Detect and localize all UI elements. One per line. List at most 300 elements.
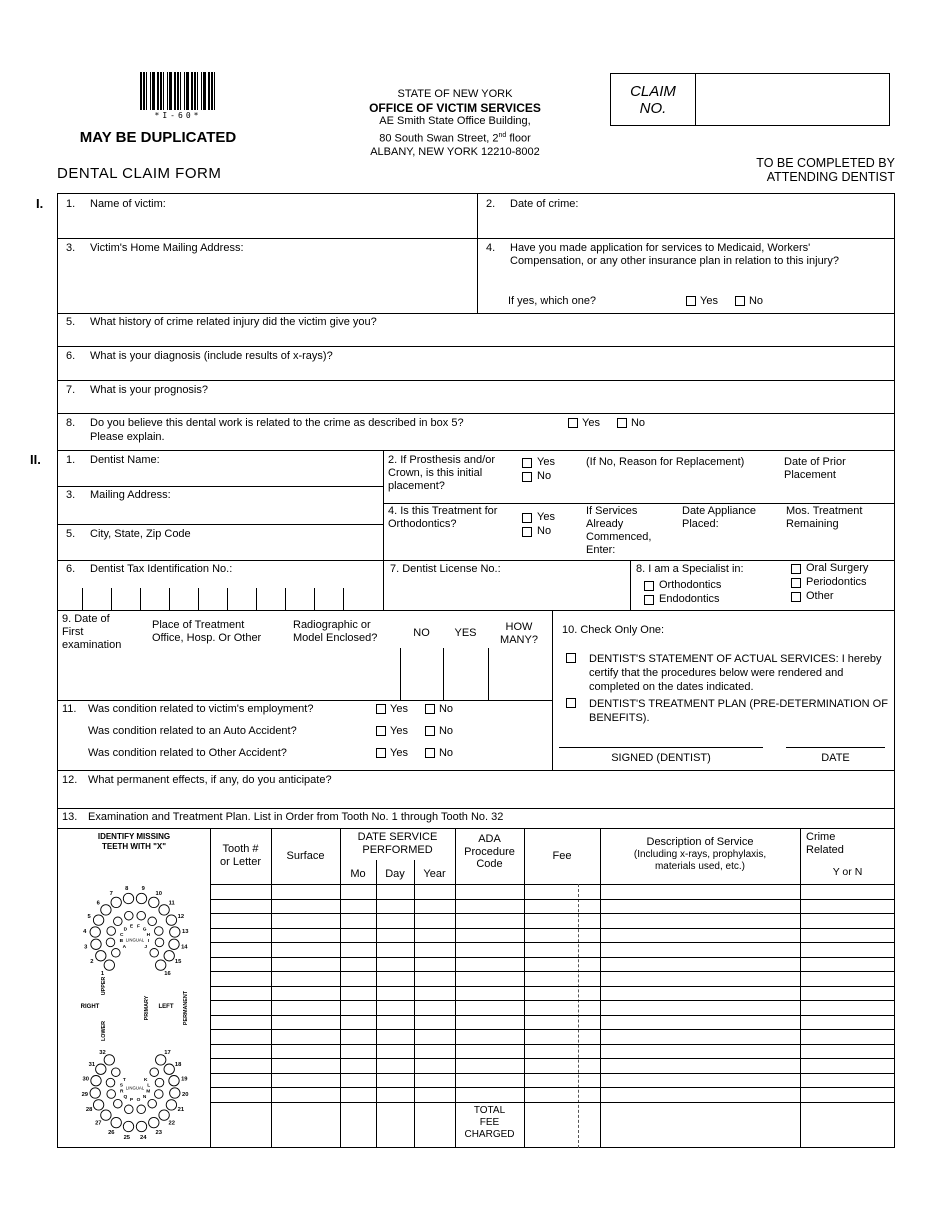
tooth-letter: E [129, 924, 134, 930]
tooth-circle[interactable] [170, 1088, 180, 1098]
tooth-circle[interactable] [111, 1117, 121, 1127]
treatment-plan-option [566, 697, 890, 725]
date-service-header [340, 831, 455, 857]
tooth-number: 19 [181, 1076, 188, 1083]
tooth-chart-diagram [60, 884, 210, 1144]
tooth-circle[interactable] [148, 917, 157, 926]
no-word: NO. [639, 99, 667, 117]
claim-word: CLAIM [630, 82, 676, 100]
tooth-circle[interactable] [93, 1100, 103, 1110]
tooth-circle[interactable] [112, 949, 121, 958]
tooth-circle[interactable] [155, 1090, 164, 1099]
no-label: No [748, 295, 764, 307]
dentist-name-field[interactable] [66, 454, 346, 467]
no-label: No [537, 525, 552, 537]
barcode-bars [140, 72, 216, 110]
yes-label: Yes [700, 295, 718, 307]
employment-no-checkbox[interactable] [425, 704, 435, 714]
tooth-circle[interactable] [123, 1121, 133, 1131]
yes-label: Yes [390, 703, 408, 715]
grid-line [57, 524, 383, 525]
tax-id-tick [169, 588, 170, 610]
question-number: 6. [66, 563, 76, 575]
tooth-circle[interactable] [155, 1078, 164, 1087]
tooth-circle[interactable] [149, 1117, 159, 1127]
tooth-circle[interactable] [150, 949, 159, 958]
orthodontics-specialist-checkbox[interactable] [644, 581, 654, 591]
question-label: Victim's Home Mailing Address: [90, 242, 244, 254]
place-line2: Office, Hosp. Or Other [152, 632, 262, 644]
tooth-circle[interactable] [164, 1064, 174, 1074]
orthodontics-yes-no-group [522, 512, 555, 537]
tooth-number: 2 [90, 959, 94, 966]
treatment-table-row[interactable] [210, 1074, 895, 1089]
months-remaining-label: Mos. Treatment Remaining [786, 505, 863, 530]
dentist-signature-line[interactable] [559, 747, 763, 748]
tooth-number-header [210, 843, 271, 869]
tooth-circle[interactable] [114, 917, 123, 926]
tooth-number: 10 [155, 891, 162, 898]
tax-id-digit-boxes[interactable] [82, 588, 382, 610]
claim-no-field[interactable] [696, 74, 889, 125]
fee-header: Fee [552, 850, 572, 862]
insurance-yes-checkbox[interactable] [686, 296, 696, 306]
grid-line [630, 560, 631, 610]
tooth-number: 17 [164, 1049, 171, 1056]
tax-id-tick [314, 588, 315, 610]
upper-label: UPPER [101, 976, 107, 996]
section-i-label: I. [36, 196, 44, 211]
yes-label: Yes [390, 747, 408, 759]
place-line1: Place of Treatment [152, 619, 245, 631]
lower-label: LOWER [101, 1020, 107, 1042]
tooth-circle[interactable] [149, 897, 159, 907]
ada-line2: Procedure [464, 845, 515, 858]
city-line: ALBANY, NEW YORK 12210-8002 [370, 145, 540, 158]
tooth-circle[interactable] [156, 1055, 166, 1065]
other-accident-question-label: Was condition related to Other Accident? [88, 747, 287, 759]
tooth-circle[interactable] [101, 1110, 111, 1120]
q13-treatment-plan-header [62, 811, 862, 824]
if-yes-which-one-label: If yes, which one? [508, 295, 597, 307]
claim-number-box [610, 73, 890, 126]
tooth-circle[interactable] [148, 1099, 157, 1108]
ada-line3: Code [476, 858, 503, 870]
identify-line2: TEETH WITH "X" [101, 842, 167, 851]
radio-line1: Radiographic or [293, 619, 371, 631]
crime-line1: Crime [806, 831, 836, 843]
tooth-number: 24 [139, 1134, 147, 1141]
oral-surgery-checkbox[interactable] [791, 564, 801, 574]
grid-line [57, 413, 895, 414]
completed-by-line2: ATTENDING DENTIST [766, 170, 895, 184]
grid-line [57, 828, 895, 829]
signed-dentist-label: SIGNED (DENTIST) [611, 752, 711, 764]
radio-line2: Model Enclosed? [293, 632, 378, 644]
tooth-number: 27 [95, 1120, 102, 1127]
specialist-group-right [791, 563, 868, 602]
yes-label: Yes [537, 456, 555, 468]
tooth-circle[interactable] [106, 938, 115, 947]
tooth-circle[interactable] [150, 1068, 159, 1077]
treatment-table-row[interactable] [210, 1030, 895, 1045]
treatment-table-row[interactable] [210, 885, 895, 900]
treatment-table-row[interactable] [210, 900, 895, 915]
treatment-table-row[interactable] [210, 1045, 895, 1060]
treatment-table-rows [210, 885, 895, 1103]
identify-line1: IDENTIFY MISSING [97, 832, 171, 841]
tooth-letter: K [143, 1077, 148, 1083]
tooth-circle[interactable] [93, 915, 103, 925]
tooth-header-line1: Tooth # [222, 843, 259, 855]
question-label: Name of victim: [90, 198, 166, 210]
grid-line [57, 313, 895, 314]
tax-id-tick [227, 588, 228, 610]
tooth-circle[interactable] [96, 1064, 106, 1074]
date-header-line2: PERFORMED [362, 844, 433, 856]
other-accident-yes-checkbox[interactable] [376, 748, 386, 758]
tooth-circle[interactable] [155, 927, 164, 936]
grid-line [488, 648, 489, 700]
tooth-circle[interactable] [136, 893, 146, 903]
question-number: 2. [486, 198, 496, 210]
prosthesis-yes-checkbox[interactable] [522, 458, 532, 468]
tooth-number: 15 [174, 959, 182, 966]
tooth-letter: D [123, 927, 128, 933]
treatment-table-row[interactable] [210, 1001, 895, 1016]
auto-accident-question-label: Was condition related to an Auto Accident? [88, 725, 297, 737]
q4-insurance-question [486, 242, 882, 268]
tooth-circle[interactable] [137, 1105, 146, 1114]
tooth-circle[interactable] [156, 960, 166, 970]
tooth-circle[interactable] [91, 939, 101, 949]
question-label: What permanent effects, if any, do you anticipate? [88, 774, 332, 786]
question-number: 3. [66, 489, 76, 501]
auto-accident-no-checkbox[interactable] [425, 726, 435, 736]
may-be-duplicated-note: MAY BE DUPLICATED [79, 129, 237, 146]
orthodontics-no-checkbox[interactable] [522, 527, 532, 537]
oral-surgery-label: Oral Surgery [806, 562, 869, 574]
tooth-number: 9 [141, 886, 145, 893]
tooth-circle[interactable] [125, 1105, 134, 1114]
tooth-circle[interactable] [125, 911, 134, 920]
street-line [330, 129, 580, 146]
building-line: AE Smith State Office Building, [379, 115, 531, 127]
completed-by-note [645, 156, 895, 184]
license-no-field[interactable]: 7. Dentist License No.: [390, 563, 501, 575]
periodontics-checkbox[interactable] [791, 578, 801, 588]
desc-line1: Description of Service [646, 836, 754, 848]
prosthesis-question: 2. If Prosthesis and/or Crown, is this initial placement? [388, 454, 495, 492]
treatment-table-row[interactable] [210, 1016, 895, 1031]
question-label: Have you made application for services to Medicaid, Workers' Compensation, or any other insurance plan in relation to this injury? [510, 242, 839, 267]
tooth-number: 25 [123, 1134, 131, 1141]
yes-label: Yes [537, 511, 555, 523]
question-number: 1. [66, 454, 76, 466]
q2-date-of-crime[interactable] [486, 198, 881, 211]
crime-related-header [806, 831, 844, 857]
question-label: What history of crime related injury did the victim give you? [90, 316, 377, 328]
tooth-circle[interactable] [159, 1110, 169, 1120]
tooth-circle[interactable] [169, 939, 179, 949]
yes-label: Yes [582, 417, 600, 429]
question-number: 3. [66, 242, 76, 254]
tooth-circle[interactable] [112, 1068, 121, 1077]
question-number: 1. [66, 198, 76, 210]
treatment-plan-checkbox[interactable] [566, 698, 576, 708]
question-label: What is your diagnosis (include results of x-rays)? [90, 350, 333, 362]
tooth-letter: T [122, 1077, 126, 1083]
question-label: Dentist Name: [90, 454, 160, 466]
tooth-letter: N [142, 1094, 147, 1100]
barcode [140, 72, 216, 120]
tooth-letter: P [129, 1097, 134, 1103]
tooth-letter: C [119, 933, 124, 938]
state-line: STATE OF NEW YORK [397, 88, 513, 100]
grid-line [57, 560, 895, 561]
question-label: Date of crime: [510, 198, 579, 210]
tooth-letter: L [147, 1083, 151, 1089]
year-header: Year [423, 868, 446, 880]
grid-line [57, 238, 895, 239]
no-label: No [630, 417, 646, 429]
tooth-circle[interactable] [137, 911, 146, 920]
tax-id-tick [256, 588, 257, 610]
grid-line [383, 450, 384, 610]
total-fee-charged-label [455, 1105, 524, 1141]
check-only-one-label: 10. Check Only One: [562, 624, 665, 636]
total-line2: FEE [479, 1117, 500, 1128]
tooth-circle[interactable] [107, 927, 116, 936]
signature-date-label: DATE [821, 752, 850, 764]
tooth-circle[interactable] [164, 951, 174, 961]
statement-of-services-option [566, 652, 890, 694]
question-number: 5. [66, 316, 76, 328]
grid-line [57, 346, 895, 347]
other-accident-yes-no-group [376, 747, 453, 759]
question-number: 7. [66, 384, 76, 396]
tooth-circle[interactable] [91, 1076, 101, 1086]
tooth-circle[interactable] [166, 915, 176, 925]
tooth-circle[interactable] [101, 905, 111, 915]
tooth-number: 4 [83, 928, 87, 935]
tooth-circle[interactable] [107, 1090, 116, 1099]
endodontics-label: Endodontics [659, 593, 720, 605]
tooth-number: 32 [99, 1049, 106, 1056]
statement-of-services-text: DENTIST'S STATEMENT OF ACTUAL SERVICES: I hereby certify that the procedures below were rendered and completed on the dates indicated. [589, 653, 882, 693]
q7-prognosis[interactable] [66, 384, 766, 397]
tooth-number: 14 [181, 944, 188, 951]
treatment-table-row[interactable] [210, 972, 895, 987]
grid-line [57, 450, 895, 451]
tooth-circle[interactable] [170, 927, 180, 937]
q12-permanent-effects[interactable] [62, 774, 862, 787]
tooth-number: 11 [168, 900, 175, 907]
street-floor: floor [506, 132, 531, 145]
employment-yes-checkbox[interactable] [376, 704, 386, 714]
yes-label: Yes [390, 725, 408, 737]
treatment-plan-text: DENTIST'S TREATMENT PLAN (PRE-DETERMINATION OF BENEFITS). [589, 698, 888, 724]
tooth-letter: S [119, 1083, 123, 1089]
section-ii-label: II. [30, 452, 41, 467]
q8-crime-related [66, 417, 566, 430]
auto-accident-yes-no-group [376, 725, 453, 737]
treatment-table-row[interactable] [210, 914, 895, 929]
tooth-letter: A [122, 944, 127, 950]
tooth-circle[interactable] [169, 1076, 179, 1086]
q6-diagnosis[interactable] [66, 350, 766, 363]
tooth-letter: O [136, 1097, 141, 1103]
street-text: 80 South Swan Street, 2 [379, 132, 499, 145]
specialist-label: 8. I am a Specialist in: [636, 563, 744, 575]
treatment-table-row[interactable] [210, 943, 895, 958]
treatment-table-row[interactable] [210, 929, 895, 944]
tax-id-tick [111, 588, 112, 610]
tax-id-label [66, 563, 366, 576]
tooth-circle[interactable] [136, 1121, 146, 1131]
treatment-table-row[interactable] [210, 1059, 895, 1074]
tooth-number: 26 [108, 1129, 115, 1136]
q1-name-of-victim[interactable] [66, 198, 446, 211]
office-line: OFFICE OF VICTIM SERVICES [369, 100, 541, 115]
crime-related-yes-no-group [568, 417, 645, 429]
prior-placement-date-label: Date of Prior Placement [784, 456, 846, 481]
specialist-group-left [644, 580, 721, 605]
left-label: LEFT [158, 1004, 174, 1010]
tooth-circle[interactable] [96, 951, 106, 961]
grid-line [57, 808, 895, 809]
tooth-letter: B [119, 939, 124, 945]
tooth-number: 29 [81, 1092, 89, 1099]
tooth-number: 28 [85, 1107, 93, 1114]
grid-line [400, 648, 401, 700]
tooth-number: 7 [109, 891, 113, 898]
tooth-number: 8 [125, 886, 129, 893]
orthodontics-yes-checkbox[interactable] [522, 513, 532, 523]
question-label: Dentist Tax Identification No.: [90, 563, 233, 575]
tooth-number: 5 [87, 913, 91, 920]
question-number: 4. [486, 242, 496, 254]
tooth-number: 31 [88, 1061, 96, 1068]
tooth-number: 23 [155, 1129, 162, 1136]
mailing-address-field[interactable] [66, 489, 346, 502]
tooth-letter: G [142, 927, 147, 933]
tooth-number: 6 [96, 900, 100, 907]
tooth-number: 3 [84, 944, 88, 951]
endodontics-specialist-checkbox[interactable] [644, 595, 654, 605]
employment-question-label: Was condition related to victim's employment? [88, 703, 314, 715]
question-number: 12. [62, 774, 78, 786]
tooth-circle[interactable] [155, 938, 164, 947]
tooth-circle[interactable] [104, 1055, 114, 1065]
tooth-circle[interactable] [111, 897, 121, 907]
question-number: 6. [66, 350, 76, 362]
total-line3: CHARGED [464, 1129, 515, 1140]
insurance-no-checkbox[interactable] [735, 296, 745, 306]
tooth-circle[interactable] [123, 893, 133, 903]
barcode-caption: *I-60* [154, 111, 202, 120]
tooth-number: 22 [168, 1120, 175, 1127]
statement-of-services-checkbox[interactable] [566, 653, 576, 663]
tooth-number: 21 [177, 1107, 185, 1114]
question-label: Do you believe this dental work is related to the crime as described in box 5? [90, 417, 464, 429]
tax-id-tick [198, 588, 199, 610]
tooth-circle[interactable] [114, 1099, 123, 1108]
description-header [600, 836, 800, 874]
orthodontics-question: 4. Is this Treatment for Orthodontics? [388, 505, 498, 530]
please-explain-label: Please explain. [90, 431, 165, 443]
agency-address-block [330, 88, 580, 159]
month-header: Mo [350, 868, 366, 880]
services-commenced-label: If Services Already Commenced, Enter: [586, 505, 652, 556]
tooth-circle[interactable] [166, 1100, 176, 1110]
signature-date-line[interactable] [786, 747, 885, 748]
question-number: 13. [62, 811, 78, 823]
identify-missing-teeth-label [59, 832, 209, 852]
appliance-placed-label: Date Appliance Placed: [682, 505, 756, 530]
tooth-circle[interactable] [90, 927, 100, 937]
auto-accident-yes-checkbox[interactable] [376, 726, 386, 736]
crime-related-yes-checkbox[interactable] [568, 418, 578, 428]
other-specialist-checkbox [791, 592, 801, 602]
treatment-table-row[interactable] [210, 987, 895, 1002]
radiographic-label [293, 619, 401, 645]
tooth-circle[interactable] [90, 1088, 100, 1098]
grid-line [443, 648, 444, 700]
treatment-table-row[interactable] [210, 1088, 895, 1103]
city-state-zip-field[interactable] [66, 528, 346, 541]
other-label: Other [806, 590, 834, 602]
q5-crime-history[interactable] [66, 316, 766, 329]
question-label: Mailing Address: [90, 489, 171, 501]
tax-id-tick [343, 588, 344, 610]
grid-line [57, 700, 552, 701]
surface-header: Surface [286, 850, 325, 862]
tooth-letter: J [144, 944, 148, 950]
tooth-number: 13 [181, 928, 189, 935]
first-exam-date-label: 9. Date of First examination [62, 613, 122, 651]
prosthesis-no-checkbox[interactable] [522, 472, 532, 482]
tooth-number: 20 [181, 1092, 189, 1099]
no-label: No [537, 470, 552, 482]
date-header-line1: DATE SERVICE [357, 831, 438, 843]
no-label: No [438, 725, 454, 737]
tax-id-tick [82, 588, 83, 610]
grid-line [57, 380, 895, 381]
other-accident-no-checkbox[interactable] [425, 748, 435, 758]
insurance-yes-no-group [686, 295, 763, 307]
ada-code-header [455, 833, 524, 871]
question-number: 5. [66, 528, 76, 540]
grid-line [57, 770, 895, 771]
prosthesis-yes-no-group [522, 457, 555, 482]
day-header: Day [385, 868, 405, 880]
no-column-header: NO [413, 627, 430, 639]
tooth-number: 18 [174, 1061, 182, 1068]
q11-number: 11. [62, 703, 77, 715]
grid-line [57, 610, 895, 611]
q3-home-address[interactable] [66, 242, 446, 255]
tooth-circle[interactable] [104, 960, 114, 970]
total-line1: TOTAL [473, 1105, 506, 1116]
treatment-table-row[interactable] [210, 958, 895, 973]
tooth-circle[interactable] [106, 1078, 115, 1087]
tooth-number: 16 [164, 971, 171, 978]
crime-related-no-checkbox[interactable] [617, 418, 627, 428]
tooth-header-line2: or Letter [220, 856, 261, 868]
tooth-number: 30 [82, 1076, 89, 1083]
tax-id-tick [285, 588, 286, 610]
